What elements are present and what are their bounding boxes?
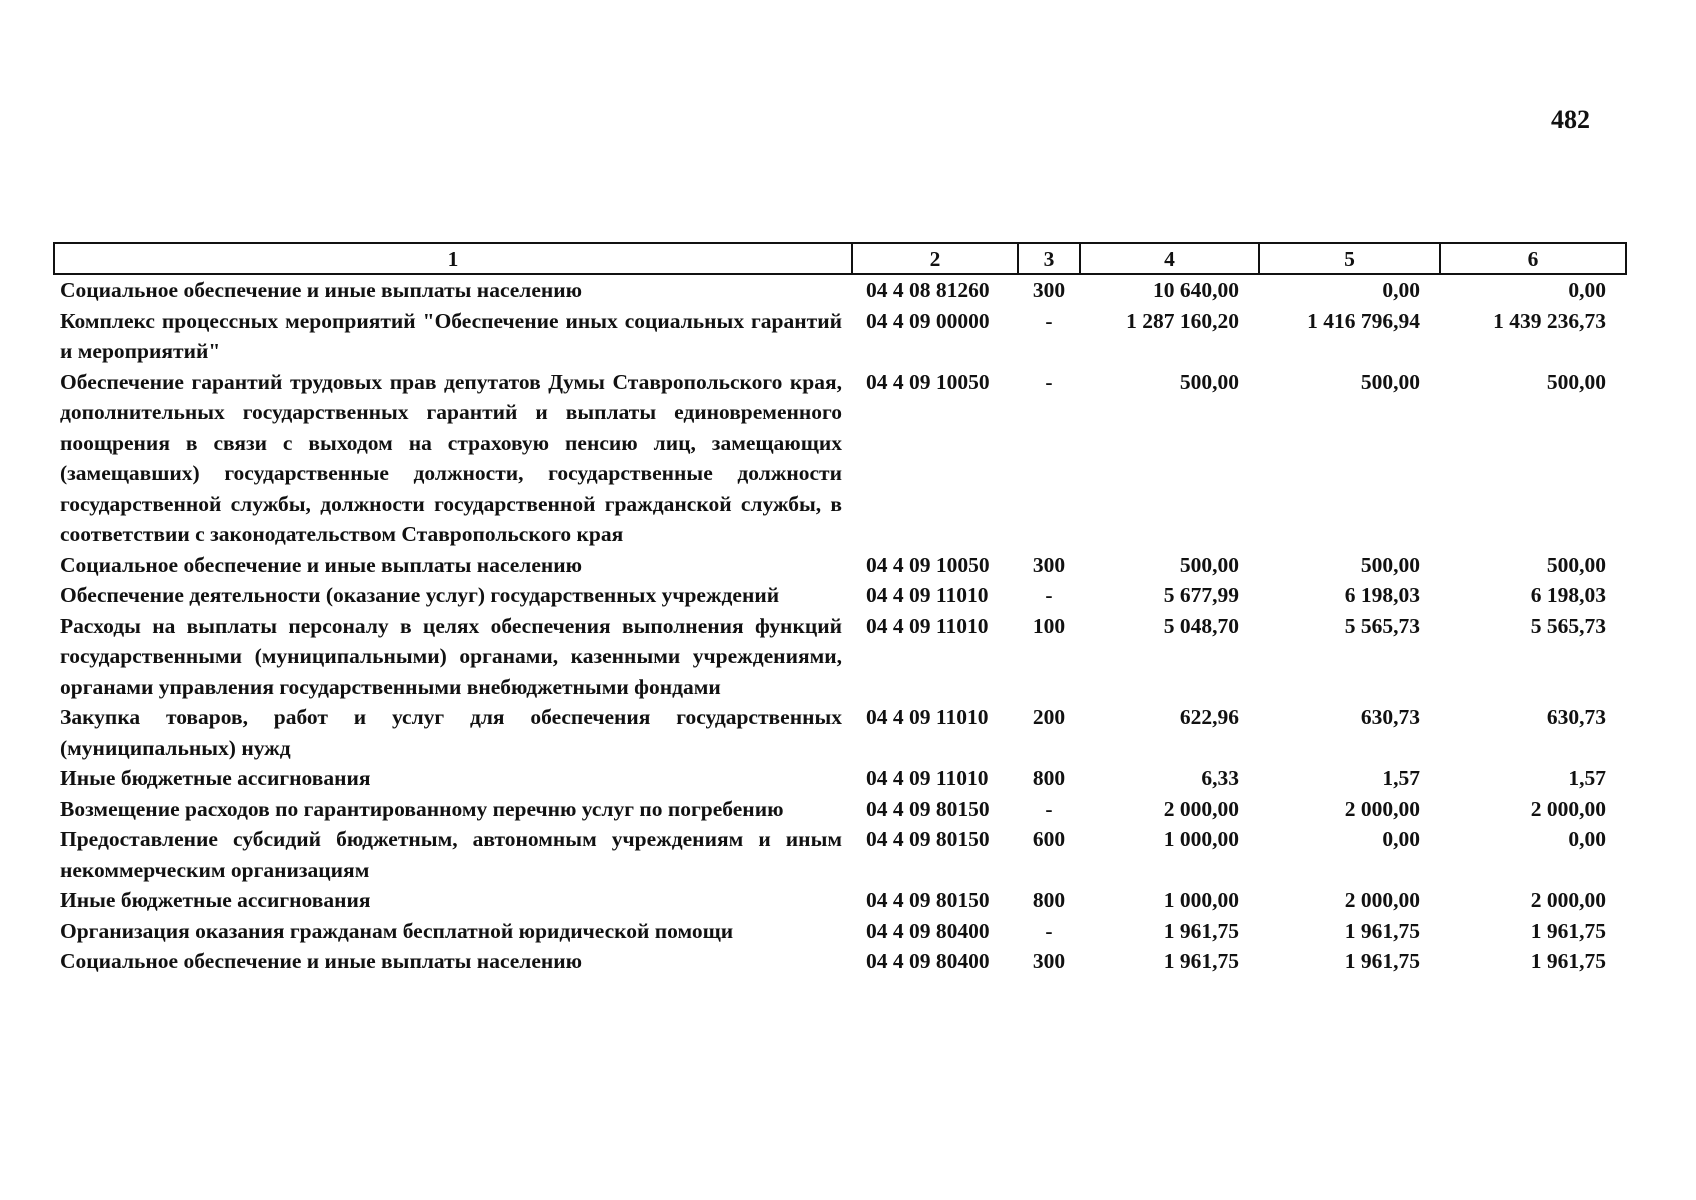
row-value-col4: 1 000,00 xyxy=(1163,827,1239,851)
row-name: Обеспечение гарантий трудовых прав депутатов Думы Ставропольского края, дополнительных государственных гарантий и выплаты единовременного поощрения в связи с выходом на страховую пенсию лиц, замещающих (замещавших) государственные должности, государственные должности государственной службы, должности государственной гражданской службы, в соответствии с законодательством Ставропольского края xyxy=(60,369,842,546)
row-value-col6: 500,00 xyxy=(1546,552,1606,577)
row-value-col4: 1 000,00 xyxy=(1163,888,1239,912)
row-code: 04 4 09 80150 xyxy=(866,796,990,821)
row-value-col4: 1 287 160,20 xyxy=(1126,308,1239,333)
row-value-col4: 10 640,00 xyxy=(1153,278,1239,302)
row-name: Возмещение расходов по гарантированному перечню услуг по погребению xyxy=(60,796,784,821)
row-value-col5: 2 000,00 xyxy=(1344,796,1420,821)
row-name: Социальное обеспечение и иные выплаты населению xyxy=(60,552,583,577)
row-expense-type: 800 xyxy=(1032,888,1066,912)
row-value-col5: 0,00 xyxy=(1382,827,1420,851)
row-expense-type: - xyxy=(1045,369,1053,394)
header-col-3: 3 xyxy=(1018,243,1080,274)
row-value-col6: 2 000,00 xyxy=(1530,888,1606,912)
header-col-1: 1 xyxy=(54,243,852,274)
budget-table xyxy=(53,242,1627,977)
row-value-col5: 2 000,00 xyxy=(1344,888,1420,912)
header-col-6: 6 xyxy=(1440,243,1626,274)
row-name: Предоставление субсидий бюджетным, автономным учреждениям и иным некоммерческим организациям xyxy=(60,827,842,882)
table-row xyxy=(54,611,1626,703)
row-code: 04 4 09 00000 xyxy=(866,308,990,333)
table-header xyxy=(54,243,1626,274)
table-row xyxy=(54,306,1626,367)
table-row xyxy=(54,367,1626,550)
row-value-col6: 0,00 xyxy=(1568,278,1606,302)
row-name: Иные бюджетные ассигнования xyxy=(60,766,371,790)
row-code: 04 4 09 80400 xyxy=(866,918,990,943)
header-row xyxy=(54,243,1626,274)
row-value-col5: 1 416 796,94 xyxy=(1307,308,1420,333)
header-col-5: 5 xyxy=(1259,243,1440,274)
header-col-2: 2 xyxy=(852,243,1018,274)
row-name: Социальное обеспечение и иные выплаты населению xyxy=(60,278,583,302)
row-value-col6: 6 198,03 xyxy=(1530,583,1606,607)
header-col-4: 4 xyxy=(1080,243,1259,274)
row-value-col4: 5 677,99 xyxy=(1163,583,1239,607)
table-row xyxy=(54,885,1626,916)
table-row xyxy=(54,763,1626,794)
row-code: 04 4 09 80150 xyxy=(866,888,990,912)
row-value-col4: 500,00 xyxy=(1179,552,1239,577)
row-value-col6: 1 961,75 xyxy=(1530,949,1606,973)
row-value-col4: 1 961,75 xyxy=(1163,949,1239,973)
table-row xyxy=(54,702,1626,763)
page-number: 482 xyxy=(1551,105,1590,134)
row-expense-type: 300 xyxy=(1032,278,1066,302)
row-value-col6: 1 961,75 xyxy=(1530,918,1606,943)
table-row xyxy=(54,916,1626,947)
row-expense-type: 600 xyxy=(1032,827,1066,851)
row-code: 04 4 09 10050 xyxy=(866,369,990,394)
row-name: Организация оказания гражданам бесплатной юридической помощи xyxy=(60,918,734,943)
row-value-col6: 5 565,73 xyxy=(1530,613,1606,638)
row-name: Обеспечение деятельности (оказание услуг) государственных учреждений xyxy=(60,583,780,607)
row-expense-type: - xyxy=(1045,918,1053,943)
row-value-col4: 500,00 xyxy=(1179,369,1239,394)
row-code: 04 4 09 11010 xyxy=(866,613,989,638)
row-value-col4: 2 000,00 xyxy=(1163,796,1239,821)
row-expense-type: - xyxy=(1045,796,1053,821)
row-expense-type: - xyxy=(1045,308,1053,333)
table-row xyxy=(54,580,1626,611)
table-body xyxy=(54,274,1626,977)
row-value-col4: 5 048,70 xyxy=(1163,613,1239,638)
row-value-col4: 622,96 xyxy=(1179,705,1239,729)
row-value-col5: 0,00 xyxy=(1382,278,1420,302)
row-value-col6: 630,73 xyxy=(1546,705,1606,729)
row-name: Расходы на выплаты персоналу в целях обеспечения выполнения функций государственными (муниципальными) органами, казенными учреждениями, органами управления государственными внебюджетными фондами xyxy=(60,613,842,699)
row-value-col6: 1,57 xyxy=(1568,766,1606,790)
row-value-col6: 500,00 xyxy=(1546,369,1606,394)
row-value-col5: 5 565,73 xyxy=(1344,613,1420,638)
row-name: Комплекс процессных мероприятий "Обеспечение иных социальных гарантий и мероприятий" xyxy=(60,308,842,363)
table-row xyxy=(54,794,1626,825)
row-expense-type: 300 xyxy=(1032,949,1066,973)
row-code: 04 4 09 10050 xyxy=(866,552,990,577)
row-value-col5: 1 961,75 xyxy=(1344,949,1420,973)
row-value-col5: 500,00 xyxy=(1360,552,1420,577)
row-value-col4: 1 961,75 xyxy=(1163,918,1239,943)
row-expense-type: 300 xyxy=(1032,552,1066,577)
table-row xyxy=(54,274,1626,306)
row-value-col5: 1 961,75 xyxy=(1344,918,1420,943)
row-code: 04 4 08 81260 xyxy=(866,278,990,302)
row-expense-type: - xyxy=(1045,583,1053,607)
row-code: 04 4 09 11010 xyxy=(866,583,989,607)
row-code: 04 4 09 11010 xyxy=(866,705,989,729)
row-value-col5: 1,57 xyxy=(1382,766,1420,790)
row-code: 04 4 09 80400 xyxy=(866,949,990,973)
row-expense-type: 100 xyxy=(1032,613,1066,638)
row-name: Иные бюджетные ассигнования xyxy=(60,888,371,912)
row-code: 04 4 09 80150 xyxy=(866,827,990,851)
row-value-col6: 1 439 236,73 xyxy=(1493,308,1606,333)
row-name: Социальное обеспечение и иные выплаты населению xyxy=(60,949,583,973)
row-value-col5: 500,00 xyxy=(1360,369,1420,394)
row-value-col5: 6 198,03 xyxy=(1344,583,1420,607)
row-value-col5: 630,73 xyxy=(1360,705,1420,729)
row-name: Закупка товаров, работ и услуг для обеспечения государственных (муниципальных) нужд xyxy=(60,705,842,760)
row-code: 04 4 09 11010 xyxy=(866,766,989,790)
row-expense-type: 200 xyxy=(1032,705,1066,729)
table-row xyxy=(54,824,1626,885)
table-row xyxy=(54,946,1626,977)
table-row xyxy=(54,550,1626,581)
row-value-col4: 6,33 xyxy=(1201,766,1239,790)
row-value-col6: 0,00 xyxy=(1568,827,1606,851)
row-value-col6: 2 000,00 xyxy=(1530,796,1606,821)
row-expense-type: 800 xyxy=(1032,766,1066,790)
